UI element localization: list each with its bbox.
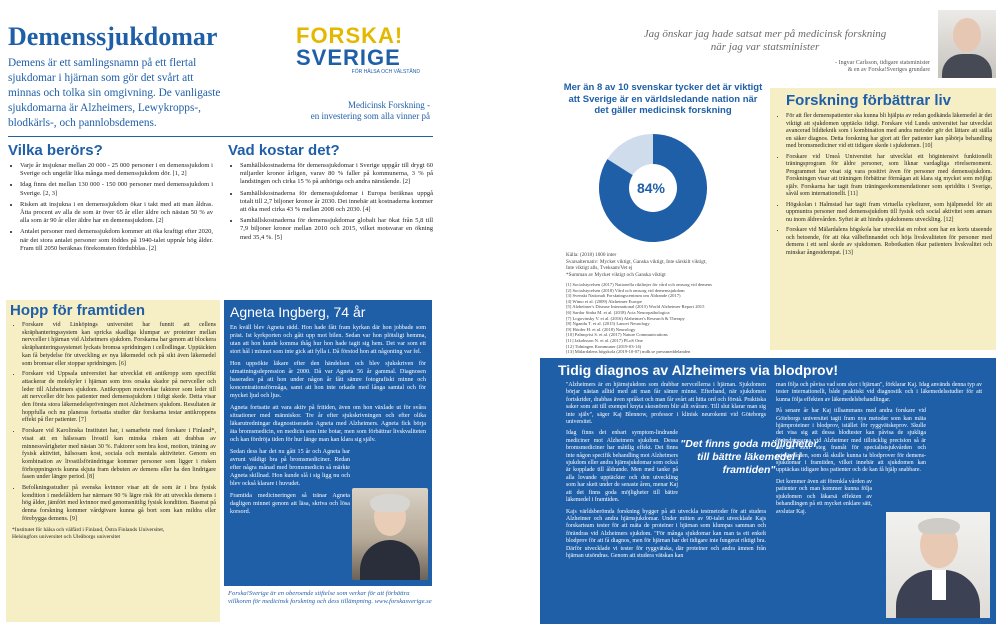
quote-attribution: - Ingvar Carlsson, tidigare statsminister bbox=[835, 60, 930, 66]
survey-note: *Summan av Mycket viktigt och Ganska viktigt bbox=[566, 271, 666, 278]
reference-item: [11] Jakobsson N. et al. (2017) PLoS One bbox=[566, 337, 643, 343]
survey-pie-chart bbox=[583, 128, 723, 248]
divider bbox=[8, 136, 433, 137]
survey-notes bbox=[566, 252, 766, 278]
agneta-photo bbox=[352, 488, 428, 580]
logo-line1: FORSKA! bbox=[296, 23, 404, 48]
tidig-paragraph: Kajs världsberömda forskning bygger på att utveckla testmetoder för att studera Alzheimer och andra hjärnsjukdomar. Under mitten av 90-talet utvecklade Kajs forskarteam tester för att mäta de proteiner i hjärnan som klumpas samman och förändras vid Alzheimers sjukdom. "För många sjukdomar kan man ta ett enkelt blodprov för att få diagnos, men för hjärnan har det tidigare inte fungerat riktigt bra. Därför utvecklade vi tester för ryggvätska, där proteiner och andra ämnen från hjärnan utsöndras. Genom att studera vätskan kan bbox=[566, 508, 766, 559]
logo-line2: SVERIGE bbox=[296, 45, 401, 70]
list-item: • Samhällskostnaderna för demenssjukdomar globalt har ökat från 5,8 till 7,9 biljoner kronor mellan 2010 och 2015, vilket motsvarar en ökning med 35,4 %. [5] bbox=[240, 217, 433, 242]
list-item: • Idag finns det mellan 130 000 - 150 000 personer med demenssjukdom i Sverige. [2, 3] bbox=[20, 181, 213, 197]
list-item: • Antalet personer med demenssjukdom kommer att öka kraftigt efter 2020, när det stora antalet personer som föddes på 1940-talet uppnår hög ålder. Fram till 2050 beräknas förekomsten fördubblas. [2] bbox=[20, 228, 213, 253]
tidig-box bbox=[540, 358, 996, 624]
tidig-paragraph: Idag finns det enbart symptom-lindrande mediciner mot Alzheimers sjukdom. Dessa bromsmediciner har måttlig effekt. Det finns inte någon specifik behandling mot Alzheimers sjukdom eller andra hjärnsjukdomar som också är kopplade till åldrande. Men med tanke på alla lovande upptäckter och den utveckling som har skett under de senaste åren, menar Kaj att det finns goda möjligheter till bättre läkemedel i framtiden. bbox=[566, 430, 678, 504]
survey-note: Inte viktigt alls, Tveksam/Vet ej bbox=[566, 265, 633, 272]
forska-sverige-logo bbox=[296, 25, 426, 75]
tidig-paragraph: Det kommer även att förenkla vården av patienter och man kommer kunna följa sjukdomen och läkarsä effekten av behandlingen på ett mycket enklare sätt, avslutar Kaj. bbox=[776, 478, 872, 515]
tidig-paragraph: På senare år har Kaj tillsammans med andra forskare vid Göteborgs universitet tagit fram nya metoder som kan mäta hjärnproteiner i blodprov, istället för ryggvätskeprov. Skulle det visa sig att dessa blodtester kan påvisa de sjukliga förändringarna vid Alzheimer med tillräcklig precision så är det ett stort steg framåt för specialistsjukvården och primärvården, som då skulle kunna ta blodprover för demens-sjukdomar i framtiden, vilket innebär att sjukdomen kan upptäckas tidigare hos patienter och de kan få hjälp snabbare. bbox=[776, 408, 926, 474]
quote-attribution: & en av Forska!Sveriges grundare bbox=[847, 67, 930, 73]
logo-sub2: en investering som alla vinner på bbox=[310, 111, 430, 121]
reference-item: [5] Alzheimer's Disease International (2015) World Alzheimer Report 2015 bbox=[566, 304, 705, 310]
forskning-box bbox=[770, 88, 996, 350]
vilka-heading: Vilka berörs? bbox=[8, 142, 103, 159]
quote-top: Jag önskar jag hade satsat mer på medicinsk forskning när jag var statsminister bbox=[643, 28, 887, 53]
list-item: • Risken att insjukna i en demenssjukdom ökar i takt med att man åldras. Åtta procent av alla de som är över 65 år eller äldre och nästan 50 % av alla som är 90 år eller äldre har en demenssjukdom. [2] bbox=[20, 201, 213, 226]
tidig-paragraph: "Alzheimers är en hjärnsjukdom som drabbar nervcellerna i hjärnan. Sjukdomen börjar nästan alltid med att man får sämre minne. Efterhand, när sjukdomen fortskrider, drabbas även språket och man får svårt att hitta ord och förstå. Praktiska saker som att till exempel knyta skosnören blir allt svårare. Till slut klarar man sig inte själv", säger Kaj Blennow, professor i klinisk neurokemi vid Göteborgs universitet. bbox=[566, 382, 766, 426]
kaj-photo bbox=[886, 512, 990, 618]
reference-item: [10] Palmqvist S. et al. (2017) Nature Communications bbox=[566, 332, 668, 338]
agneta-paragraph: Agneta fortsatte att vara aktiv på fritiden, även om hon växlade ut för svåra situationer med människor. Tre år efter sjukskrivningen och efter olika läkarutredningar diagnostiserades Agneta med Alzheimers. Agneta fick börja äta bromsmedicin, en medicin som inte botar, men som förbättrar livskvaliteten och kan fördröja tiden för hur länge man kan klara sig själv. bbox=[230, 405, 426, 443]
agneta-paragraph: Hon uppsökte läkare efter den händelsen och blev sjukskriven för utmattningsdepression år 2000. Då var Agneta 56 år gammal. Diagnosen baserades på att hon under någon år fått sämre fotografiskt minne och koncentrationsförmåga, samt att hon inte orkade med långa samtal och för mycket ljud och ljus. bbox=[230, 361, 426, 399]
survey-heading: Mer än 8 av 10 svenskar tycker det är viktigt att Sverige är en världsledande nation när det gäller medicinsk forskning bbox=[563, 82, 763, 116]
footnote: Helsingfors universitet och Uleåborgs universitet bbox=[12, 533, 121, 540]
reference-item: [1] Socialstyrelsen (2017) Nationella riktlinjer för vård och omsorg vid demens bbox=[566, 282, 712, 287]
hopp-box bbox=[6, 300, 220, 622]
logo-tagline: FÖR HÄLSA OCH VÄLSTÅND bbox=[351, 69, 420, 75]
reference-item: [4] Wimo et al. (2009) Alzheimer Europe bbox=[566, 298, 642, 304]
footnote: *Institutet för hälsa och välfärd i Finland, Östra Finlands Universitet, bbox=[12, 526, 165, 533]
list-item: • Högskolan i Halmstad har tagit fram virtuella cykelturer, som hjälpmedel för att uppmuntra personer med demenssjukdom till fysisk och social aktivitet som annars nu inom äldrevården. Syftet är att hindra sjukdomens utveckling. [12] bbox=[786, 202, 992, 225]
list-item: • Varje år insjuknar mellan 20 000 - 25 000 personer i en demenssjukdom i Sverige och ungefär lika många med demenssjukdom dör. [1, 2] bbox=[20, 162, 213, 178]
references bbox=[566, 282, 766, 355]
quote-portrait bbox=[938, 10, 996, 78]
vilka-list bbox=[8, 162, 213, 256]
agneta-paragraph: En kväll blev Agneta rädd. Hon hade fått fram kyrkan där hon jobbade som präst. Ist kyrkporten och gått upp mot bilen. Sedan var hon plötsligt hemma, utan att hon kunde komma ihåg hur hon hade tagit sig hem. Det var som ett stort hål i minnet som inte gick att fylla i. Då förstod hon att någonting var fel. bbox=[230, 325, 426, 355]
hopp-heading: Hopp för framtiden bbox=[10, 302, 145, 319]
tidig-heading: Tidig diagnos av Alzheimers via blodprov! bbox=[558, 362, 839, 378]
survey-note: Svarsalternativ: Mycket viktigt, Ganska viktigt, Inte särskilt viktigt, bbox=[566, 258, 707, 265]
reference-item: [3] Svenskt Nationalt Forskningscentrum om Åldrande (2017) bbox=[566, 293, 681, 299]
reference-item: [9] Hörder H. et al. (2018) Neurology bbox=[566, 326, 636, 332]
logo-sub1: Medicinsk Forskning - bbox=[348, 100, 430, 110]
list-item: • För att fler demenspatienter ska kunna bli hjälpta av redan godkända läkemedel är det viktigt att sjukdomen upptäcks tidigt. Forskare vid Lunds universitet har utvecklat avancerad bildteknik som i kombination med andra metoder gör det lättare att ställa en säker diagnos. Detta forskning har gjort att fler patienter kan påbörja behandling med bromsmediciner vid ett tidigare skede i sjukdomen. [10] bbox=[786, 113, 992, 151]
list-item: • Forskare vid Umeå Universitet har utvecklat ett högintensivt funktionellt träningsprogram för äldre personer, som liknar vardagliga rörelsemoment. Programmet har visat sig vara positivt även för personer med demenssjukdom. Forskningen visar att träningen förbättrar förmågan att klara sig mycket som möjligt själv. Forskarna har tagit fram träningsrekommendationer som spriddits i Sverige, såväl som internationellt. [11] bbox=[786, 154, 992, 199]
list-item: • Forskare vid Karolinska Institutet har, i samarbete med forskare i Finland*, visat att en hälsosam livsstil kan minska risken att drabbas av minnessvårigheter med nästan 30 %. Faktorer som bra kost, motion, träning av fysisk aktivitet, hälsosam kost, sociala och mentala aktiviteter. Genom en kombination av livsstilsförändringar kommer personer som ligger i risken förhoppningsvis kunna skjuta fram debuten av demens eller ha den lindrigare fasen under längre period. [8] bbox=[22, 428, 216, 482]
list-item: • Befolkningsstudier på svenska kvinnor visar att de som är i bra fysisk kondition i medelåldern har närmare 90 % lägre risk för att utveckla demens i hög ålder, jämfört med kvinnor med genomsnittlig fysisk kondition. Baserat på denna forskning kommer vårdgivare kunna gå bort som kan mildra eller förebygga demens. [9] bbox=[22, 485, 216, 524]
list-item: • Forskare vid Linköpings universitet har funnit att cellens skräphanteringssystem kan spricka skadliga klumpar av proteiner mellan nervceller i hjärnan vid Alzheimers sjukdom. Forskarna har genom att blockera skräphanteringssystemet lyckats bromsa spridningen i cellodlingar. Upptäckten kan få betydelse för utveckling av nya läkemedel och på sikt även läkemedel som bromsar eller stoppar spridningen. [6] bbox=[22, 322, 216, 368]
list-item: • Samhällskostnaderna för demenssjukdomar i Europa beräknas uppgå totalt till 2,7 biljoner kronor år 2030. Det innebär att kostnaderna kommer att öka med cirka 43 % mellan 2008 och 2030. [4] bbox=[240, 190, 433, 215]
forskning-heading: Forskning förbättrar liv bbox=[786, 92, 952, 109]
list-item: • Samhällskostnaderna för demenssjukdomar i Sverige uppgår till drygt 60 miljarder kronor årligen, varav 80 % faller på kommunerna, 3 % på landstingen och cirka 15 % på anhöriga och andra närstående. [2] bbox=[240, 162, 433, 187]
pull-quote: "Det finns goda möjligheter till bättre läkemedel i framtiden" bbox=[680, 438, 818, 476]
reference-item: [6] Sardar Sinha M. et al. (2018) Acta Neuropathologica bbox=[566, 309, 670, 315]
vad-heading: Vad kostar det? bbox=[228, 142, 340, 159]
pie-value-label: 84% bbox=[636, 180, 666, 196]
reference-item: [8] Ngandu T. et al. (2015) Lancet Neurology bbox=[566, 321, 650, 327]
vad-list bbox=[228, 162, 433, 245]
reference-item: [12] Tidningen Kommuner (2019-03-14) bbox=[566, 343, 642, 349]
survey-note: Källa: (2018) 1000 inter bbox=[566, 252, 617, 258]
list-item: • Forskare vid Mälardalens högskola har utvecklat en robot som har en korts utseende och betoende, för att öka välbefinnandet och höja livskvaliteten för personer med demens i ett senl skede av sjukdomen. Robotkatten ökar patienters livskvalitet och minskar ångestdempat. [13] bbox=[786, 227, 992, 257]
list-item: • Forskare vid Uppsala universitet har utvecklat ett antikropp som specifikt attackerar de molekyler i hjärnan som tros orsaka skador på nervceller och leder till Alzheimers sjukdom. Antikroppen motverkar faktorer som leder till att nervceller dör hos patienter med demenssjukdom i tidigt skede. Detta visar den första stora läkemedelsprövningen mot Alzheimers sjukdom. Resultaten är hoppfulla och nu planeras fortsatta studier där forskarna testar antikroppens effekt på fler patienter. [7] bbox=[22, 371, 216, 425]
tidig-paragraph: man följa och påvisa vad som sker i hjärnan", förklarar Kaj. Idag används denna typ av tester internationellt, både praktiskt vid diagnostik och i läkemedelsstudier för att kunna följa effekten av läkemedelsbehandlingar. bbox=[776, 382, 982, 403]
agneta-box bbox=[224, 300, 432, 586]
intro-lead: Demens är ett samlingsnamn på ett flertal sjukdomar i hjärnan som gör det svårt att minnas och tolka sin omgivning. De vanligaste sjukdomarna är Alzheimers, Lewykropps-, blodkärls-, och pannlobsdemens. bbox=[8, 57, 221, 129]
agneta-paragraph: Sedan dess har det nu gått 15 år och Agneta har avrunt väldigt bra på bromsmediciner. Redan efter några månad med bromsmedicin så märkte Agneta skillnad. Hon kunde slå i sig ligg nu och blev också klarare i huvudet. bbox=[230, 449, 350, 487]
reference-item: [2] Socialstyrelsen (2018) Vård och omsorg vid demenssjukdom bbox=[566, 287, 685, 293]
footer-text: Forska!Sverige är en oberoende stiftelse som verkar för att förbättra villkoren för medicinsk forskning och dess tillämpning. www.forskasverige.se bbox=[228, 590, 432, 606]
agneta-heading: Agneta Ingberg, 74 år bbox=[230, 304, 366, 320]
reference-item: [7] Logovinsky V. et al. (2016) Alzheimer's Research & Therapy bbox=[566, 315, 685, 321]
agneta-paragraph: Framtida medicineringen så tränar Agneta dagligen minnet genom att läsa, skriva och lösa korsord. bbox=[230, 493, 350, 515]
reference-item: [13] Mälardalens högskola (2019-10-07) mdh.se pressmeddelanden bbox=[566, 349, 691, 355]
page-title: Demenssjukdomar bbox=[8, 22, 218, 51]
